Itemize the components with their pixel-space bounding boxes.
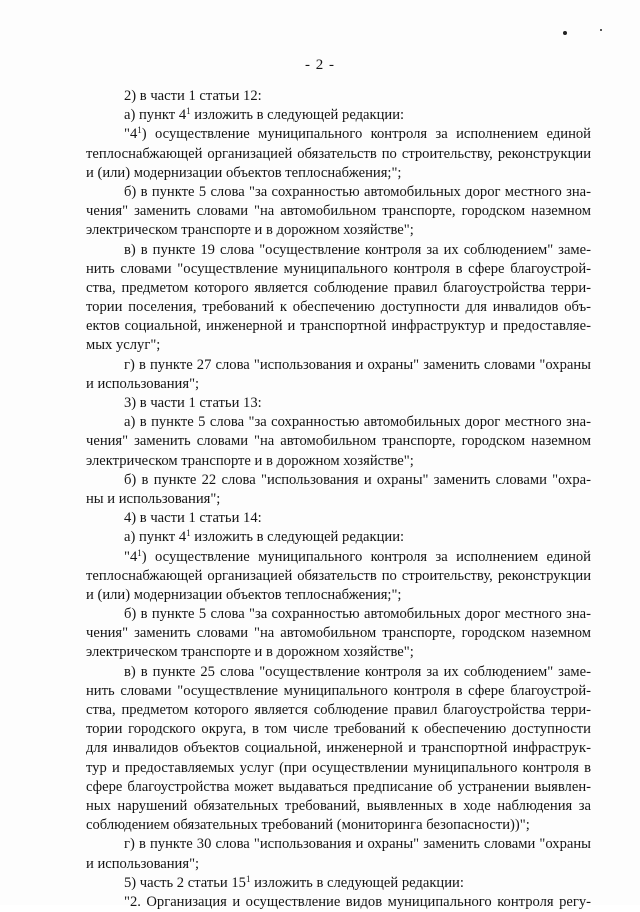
superscript: 1	[137, 125, 142, 136]
text-run: 5) часть 2 статьи 15	[124, 874, 246, 891]
text-run: изложить в следующей редакции:	[190, 107, 405, 124]
text-line: "2. Организация и осуществление видов муниципального контроля регу-	[124, 893, 591, 910]
text-run: а) пункт 4	[124, 107, 187, 124]
text-line: ектов социальной, инженерной и транспортной инфраструктур и предоставляе-	[86, 318, 591, 335]
text-run: изложить в следующей редакции:	[190, 529, 405, 546]
text-line	[86, 528, 591, 547]
text-line: б) в пункте 5 слова "за сохранностью автомобильных дорог местного зна-	[124, 183, 591, 200]
text-line: 4) в части 1 статьи 14:	[124, 510, 262, 527]
text-run: изложить в следующей редакции:	[250, 874, 464, 891]
text-line: нить словами "осуществление муниципального контроля в сфере благоустрой-	[86, 260, 591, 277]
text-line: электрическом транспорте и в дорожном хозяйстве";	[86, 452, 414, 469]
text-line: и (или) модернизации объектов теплоснабжения;";	[86, 164, 402, 181]
text-line: тории поселения, требований к обеспечению доступности для инвалидов объ-	[86, 299, 591, 316]
text-line: чения" заменить словами "на автомобильном транспорте, городском наземном	[86, 433, 591, 450]
text-line: и использования";	[86, 375, 200, 392]
text-line: тории городского округа, в том числе требований к обеспечению доступности	[86, 721, 591, 738]
page-number: - 2 -	[305, 57, 335, 73]
text-line: и (или) модернизации объектов теплоснабжения;";	[86, 586, 402, 603]
text-line: б) в пункте 22 слова "использования и охраны" заменить словами "охра-	[124, 471, 591, 488]
text-line: ны и использования";	[86, 490, 221, 507]
text-run: а) пункт 4	[124, 529, 187, 546]
text-line: теплоснабжающей организацией обязательств по строительству, реконструкции	[86, 567, 591, 584]
text-line: и использования";	[86, 855, 200, 872]
text-line: ства, предметом которого является соблюдение правил благоустройства терри-	[86, 279, 591, 296]
scan-speck	[563, 31, 567, 35]
text-line: б) в пункте 5 слова "за сохранностью автомобильных дорог местного зна-	[124, 606, 591, 623]
text-run: "4	[124, 126, 138, 143]
text-line: мых услуг";	[86, 337, 161, 354]
text-line: г) в пункте 27 слова "использования и охраны" заменить словами "охраны	[124, 356, 591, 373]
text-line: ных нарушений обязательных требований, выявленных в ходе наблюдения за	[86, 797, 591, 814]
text-run: ) осуществление муниципального контроля за исполнением единой	[141, 126, 591, 143]
text-line: нить словами "осуществление муниципального контроля в сфере благоустрой-	[86, 682, 591, 699]
text-line: тур и предоставляемых услуг (при осуществлении муниципального контроля в	[86, 759, 591, 776]
text-line	[86, 125, 591, 144]
text-line: чения" заменить словами "на автомобильном транспорте, городском наземном	[86, 625, 591, 642]
text-line: теплоснабжающей организацией обязательств по строительству, реконструкции	[86, 145, 591, 162]
text-line: г) в пункте 30 слова "использования и охраны" заменить словами "охраны	[124, 836, 591, 853]
superscript: 1	[186, 106, 191, 117]
text-line: в) в пункте 25 слова "осуществление контроля за их соблюдением" заме-	[124, 663, 591, 680]
text-line	[86, 548, 591, 567]
text-line: ства, предметом которого является соблюдение правил благоустройства терри-	[86, 702, 591, 718]
text-line: 2) в части 1 статьи 12:	[124, 88, 262, 104]
text-line: в) в пункте 19 слова "осуществление контроля за их соблюдением" заме-	[124, 241, 591, 258]
scan-speck	[600, 29, 602, 31]
text-line: чения" заменить словами "на автомобильном транспорте, городском наземном	[86, 203, 591, 220]
superscript: 1	[186, 528, 191, 539]
text-line: а) в пункте 5 слова "за сохранностью автомобильных дорог местного зна-	[124, 414, 591, 431]
text-line: электрическом транспорте и в дорожном хозяйстве";	[86, 222, 414, 239]
superscript: 1	[245, 873, 251, 884]
document-body	[86, 87, 591, 912]
text-line: для инвалидов объектов социальной, инженерной и транспортной инфраструк-	[86, 740, 591, 757]
text-line: сфере благоустройства может выдаваться предписание об устранении выявлен-	[86, 778, 591, 795]
text-line: электрическом транспорте и в дорожном хозяйстве";	[86, 644, 414, 661]
text-run: "4	[124, 548, 138, 565]
text-line: соблюдением обязательных требований (мониторинга безопасности))";	[86, 817, 530, 834]
text-run: ) осуществление муниципального контроля за исполнением единой	[141, 548, 591, 565]
text-line	[86, 106, 591, 125]
superscript: 1	[137, 547, 142, 558]
text-line	[86, 874, 591, 893]
text-line: 3) в части 1 статьи 13:	[124, 395, 262, 411]
